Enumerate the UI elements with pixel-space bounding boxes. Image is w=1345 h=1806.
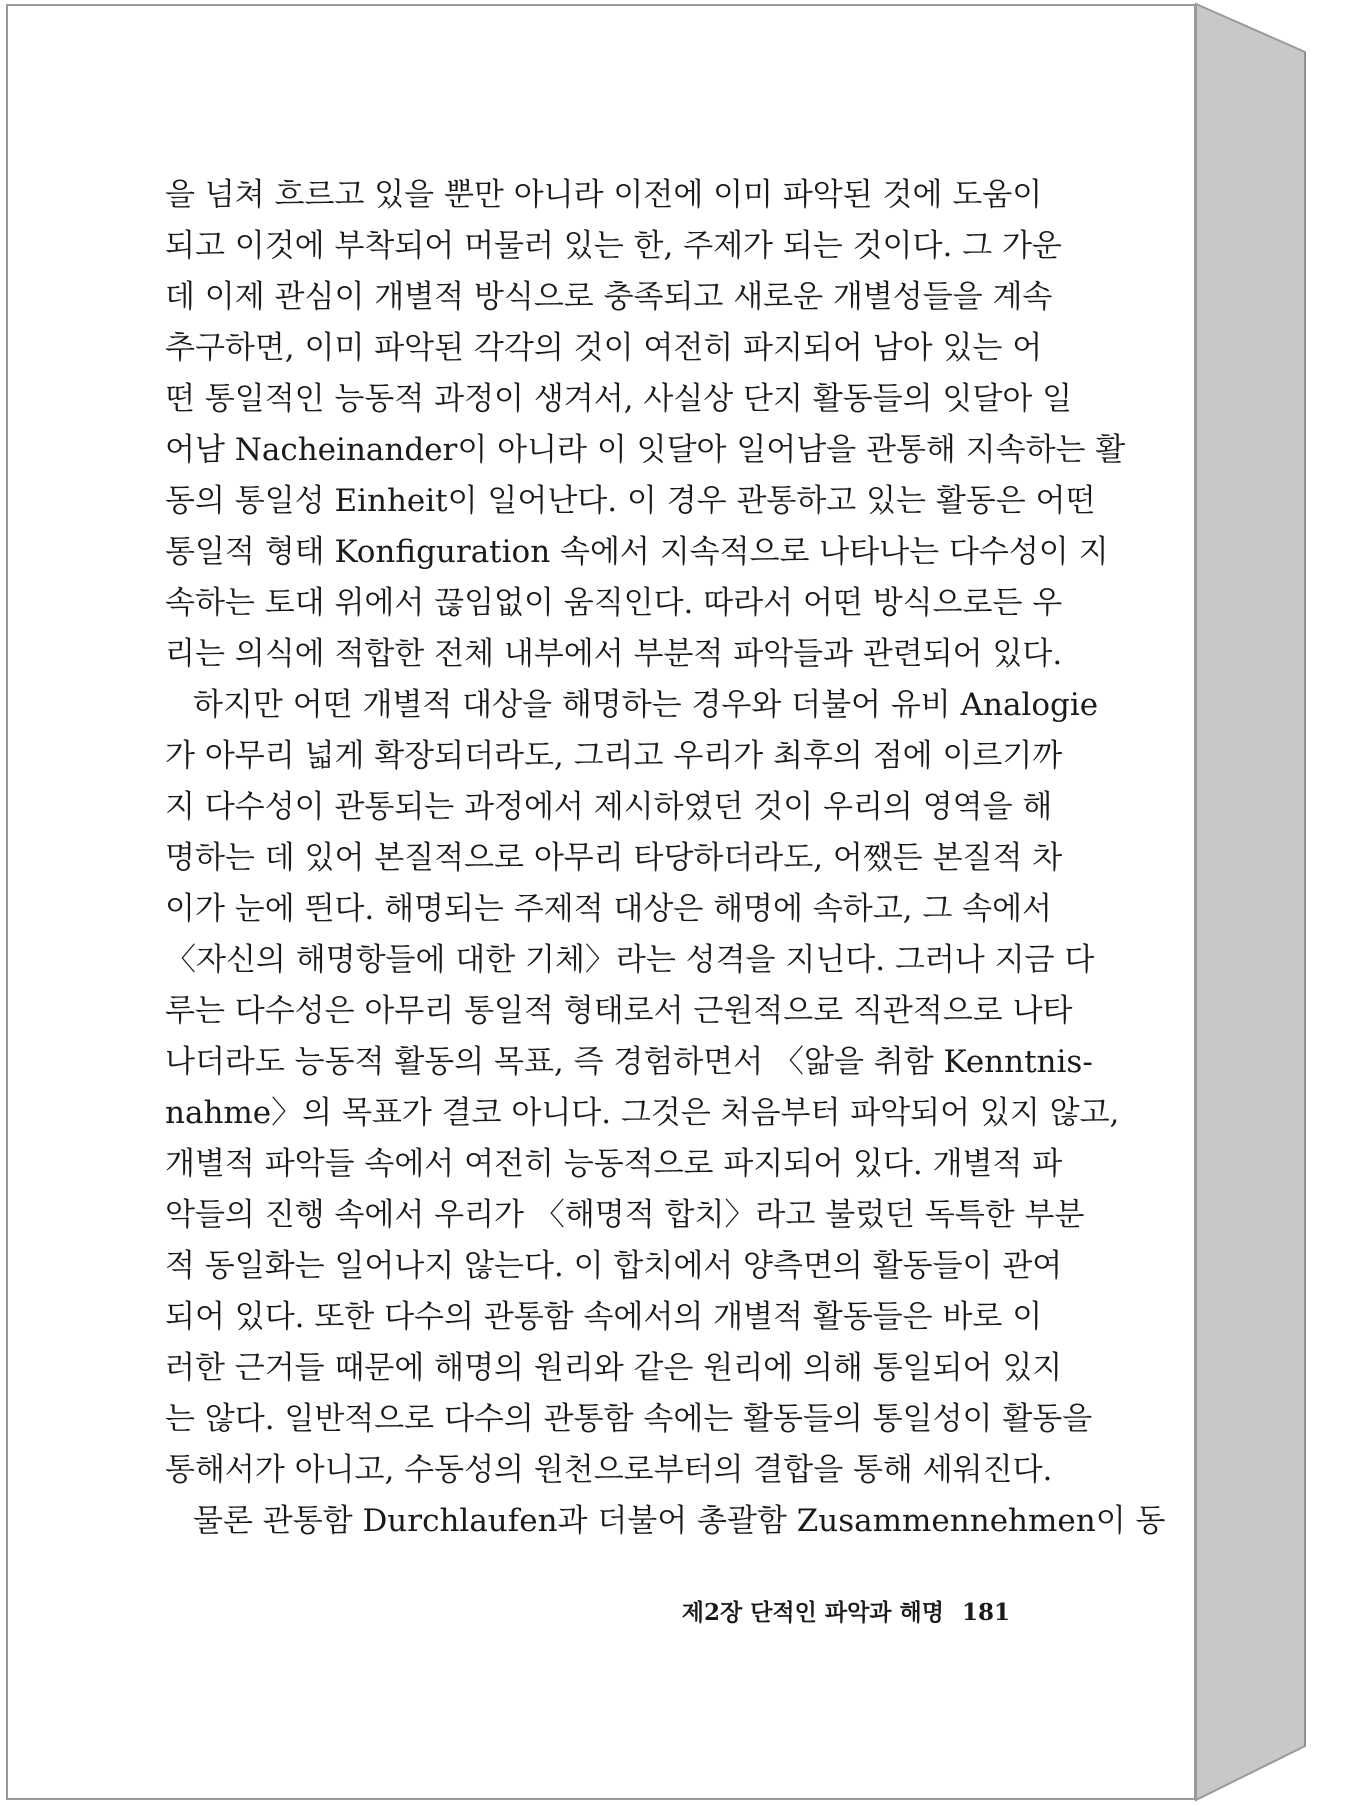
text-line: 속하는 토대 위에서 끊임없이 움직인다. 따라서 어떤 방식으로든 우	[165, 585, 1063, 621]
text-line: 명하는 데 있어 본질적으로 아무리 타당하더라도, 어쨌든 본질적 차	[165, 840, 1063, 876]
text-line: 되고 이것에 부착되어 머물러 있는 한, 주제가 되는 것이다. 그 가운	[165, 228, 1062, 264]
text-line: nahme〉의 목표가 결코 아니다. 그것은 처음부터 파악되어 있지 않고,	[165, 1095, 1120, 1131]
chapter-title: 제2장 단적인 파악과 해명	[681, 1599, 944, 1626]
text-line: 추구하면, 이미 파악된 각각의 것이 여전히 파지되어 남아 있는 어	[165, 330, 1043, 366]
text-line: 통일적 형태 Konfiguration 속에서 지속적으로 나타나는 다수성이 지	[165, 534, 1109, 570]
page-number: 181	[961, 1599, 1010, 1626]
text-line: 동의 통일성 Einheit이 일어난다. 이 경우 관통하고 있는 활동은 어떤	[165, 483, 1096, 519]
text-line: 물론 관통함 Durchlaufen과 더불어 총괄함 Zusammennehmen이 동	[193, 1503, 1166, 1539]
text-line: 나더라도 능동적 활동의 목표, 즉 경험하면서 〈앎을 취함 Kenntnis-	[165, 1044, 1093, 1080]
text-line: 〈자신의 해명항들에 대한 기체〉라는 성격을 지닌다. 그러나 지금 다	[165, 942, 1095, 978]
text-line: 데 이제 관심이 개별적 방식으로 충족되고 새로운 개별성들을 계속	[165, 279, 1053, 315]
running-footer	[682, 1594, 1010, 1627]
text-line: 되어 있다. 또한 다수의 관통함 속에서의 개별적 활동들은 바로 이	[165, 1299, 1043, 1335]
text-line: 개별적 파악들 속에서 여전히 능동적으로 파지되어 있다. 개별적 파	[165, 1146, 1063, 1182]
text-line: 어남 Nacheinander이 아니라 이 잇달아 일어남을 관통해 지속하는 활	[165, 432, 1126, 468]
text-line: 을 넘쳐 흐르고 있을 뿐만 아니라 이전에 이미 파악된 것에 도움이	[165, 177, 1043, 213]
text-line: 는 않다. 일반적으로 다수의 관통함 속에는 활동들의 통일성이 활동을	[165, 1401, 1093, 1437]
text-line: 통해서가 아니고, 수동성의 원천으로부터의 결합을 통해 세워진다.	[165, 1452, 1053, 1488]
text-line: 하지만 어떤 개별적 대상을 해명하는 경우와 더불어 유비 Analogie	[193, 687, 1099, 723]
text-line: 리는 의식에 적합한 전체 내부에서 부분적 파악들과 관련되어 있다.	[165, 636, 1063, 672]
text-line: 러한 근거들 때문에 해명의 원리와 같은 원리에 의해 통일되어 있지	[165, 1350, 1063, 1386]
text-line: 가 아무리 넓게 확장되더라도, 그리고 우리가 최후의 점에 이르기까	[165, 738, 1063, 774]
text-line: 악들의 진행 속에서 우리가 〈해명적 합치〉라고 불렀던 독특한 부분	[165, 1197, 1085, 1233]
text-line: 떤 통일적인 능동적 과정이 생겨서, 사실상 단지 활동들의 잇달아 일	[165, 381, 1073, 417]
text-line: 적 동일화는 일어나지 않는다. 이 합치에서 양측면의 활동들이 관여	[165, 1248, 1063, 1284]
text-line: 루는 다수성은 아무리 통일적 형태로서 근원적으로 직관적으로 나타	[165, 993, 1073, 1029]
body-text	[165, 170, 1166, 1547]
text-line: 이가 눈에 띈다. 해명되는 주제적 대상은 해명에 속하고, 그 속에서	[165, 891, 1052, 927]
text-line: 지 다수성이 관통되는 과정에서 제시하였던 것이 우리의 영역을 해	[165, 789, 1053, 825]
